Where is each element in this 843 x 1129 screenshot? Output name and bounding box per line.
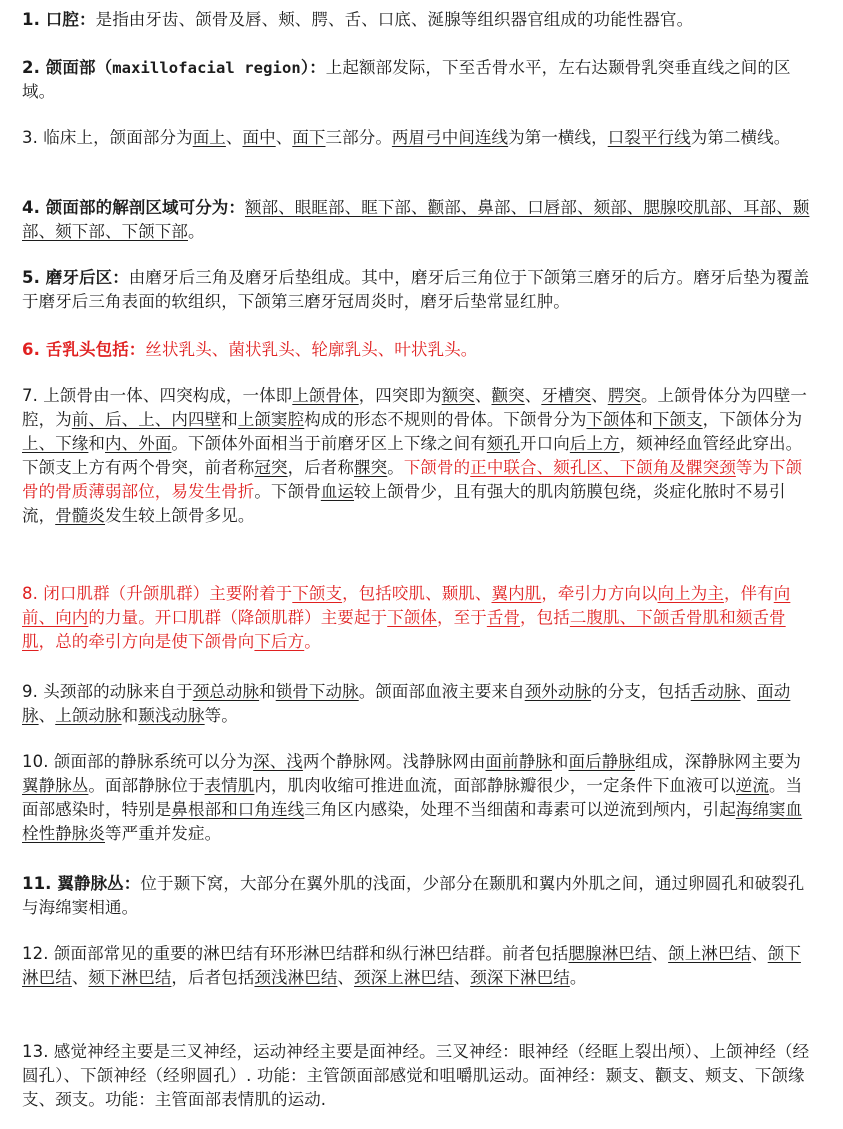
underlined-term: 颌下淋巴结 bbox=[22, 944, 801, 987]
underlined-term: 前、后、上、内四壁 bbox=[71, 410, 222, 429]
text-run: 位于颞下窝，大部分在翼外肌的浅面，少部分在颞肌和翼内外肌之间，通过卵圆孔和破裂孔与海绵窦相通。 bbox=[22, 874, 805, 917]
text-run: 为第二横线。 bbox=[690, 128, 791, 147]
text-run: 。颌面部血液主要来自 bbox=[358, 682, 525, 701]
underlined-term: 颈深上淋巴结 bbox=[354, 968, 454, 987]
underlined-term: 海绵窦血栓性静脉炎 bbox=[22, 800, 803, 843]
text-run: 、 bbox=[740, 682, 758, 701]
text-run: 是指由牙齿、颌骨及唇、颊、腭、舌、口底、涎腺等组织器官组成的功能性器官。 bbox=[95, 10, 694, 29]
underlined-term: 上颌动脉 bbox=[55, 706, 122, 725]
text-run: 8. 闭口肌群（升颌肌群）主要附着于 bbox=[22, 584, 293, 603]
paragraph-11 bbox=[22, 872, 813, 920]
paragraph-1 bbox=[22, 8, 813, 32]
paragraph-3 bbox=[22, 126, 813, 150]
text-run: 和 bbox=[221, 410, 238, 429]
underlined-term: 内、外面 bbox=[105, 434, 172, 453]
text-run: 三部分。 bbox=[325, 128, 392, 147]
text-run: ，至于 bbox=[437, 608, 487, 627]
underlined-term: 颈深下淋巴结 bbox=[470, 968, 570, 987]
paragraph-2 bbox=[22, 56, 813, 104]
text-run: 两个静脉网。浅静脉网由 bbox=[302, 752, 486, 771]
bold-heading: 2. 颌面部（ bbox=[22, 58, 113, 77]
underlined-term: 翼静脉丛 bbox=[22, 776, 89, 795]
paragraph-8 bbox=[22, 582, 813, 654]
underlined-term: 下颌支 bbox=[292, 584, 343, 603]
underlined-term: 颞浅动脉 bbox=[138, 706, 205, 725]
text-run: 。 bbox=[387, 458, 404, 477]
underlined-term: 颏孔 bbox=[486, 434, 521, 453]
paragraph-4 bbox=[22, 196, 813, 244]
text-run: 和 bbox=[551, 752, 569, 771]
text-run: ，颏神经血管经此穿出。下颌支上方有两个骨突，前者称 bbox=[22, 434, 803, 477]
underlined-term: 二腹肌、下颌舌骨肌和颏舌骨肌 bbox=[22, 608, 786, 651]
underlined-term: 颌上淋巴结 bbox=[668, 944, 752, 963]
text-run: 。 bbox=[569, 968, 587, 987]
bold-heading: maxillofacial region bbox=[112, 59, 301, 77]
bold-heading: 4. 颌面部的解剖区域可分为： bbox=[22, 198, 245, 217]
underlined-term: 颈外动脉 bbox=[524, 682, 592, 701]
underlined-term: 后上方 bbox=[569, 434, 620, 453]
text-run: 、 bbox=[591, 386, 608, 405]
bold-heading: ）： bbox=[300, 58, 326, 77]
underlined-term: 腮腺淋巴结 bbox=[568, 944, 652, 963]
underlined-term: 舌动脉 bbox=[690, 682, 741, 701]
text-run: 12. 颌面部常见的重要的淋巴结有环形淋巴结群和纵行淋巴结群。前者包括 bbox=[22, 944, 569, 963]
paragraph-6 bbox=[22, 338, 813, 362]
text-run: ，四突即为 bbox=[358, 386, 442, 405]
text-run: 。下颌骨 bbox=[254, 482, 321, 501]
text-run: 下颌骨的 bbox=[403, 458, 471, 477]
underlined-term: 额突 bbox=[441, 386, 475, 405]
underlined-term: 面后静脉 bbox=[568, 752, 635, 771]
underlined-term: 腭突 bbox=[607, 386, 641, 405]
underlined-term: 髁突 bbox=[354, 458, 388, 477]
paragraph-9 bbox=[22, 680, 813, 728]
bold-heading: 11. 翼静脉丛： bbox=[22, 874, 141, 893]
text-run: ，后者称 bbox=[287, 458, 355, 477]
paragraph-12 bbox=[22, 942, 813, 990]
text-run: 、 bbox=[474, 386, 492, 405]
text-run: 、 bbox=[71, 968, 89, 987]
underlined-term: 骨髓炎 bbox=[55, 506, 106, 525]
text-run: 、 bbox=[225, 128, 243, 147]
underlined-term: 两眉弓中间连线 bbox=[391, 128, 509, 147]
text-run: 上起额部发际，下至舌骨水平，左右达颞骨乳突垂直线之间的区域。 bbox=[22, 58, 791, 101]
underlined-term: 锁骨下动脉 bbox=[275, 682, 359, 701]
underlined-term: 下颌体 bbox=[387, 608, 438, 627]
underlined-term: 翼内肌 bbox=[491, 584, 542, 603]
underlined-term: 颈总动脉 bbox=[192, 682, 260, 701]
text-run: 9. 头颈部的动脉来自于 bbox=[22, 682, 193, 701]
underlined-term: 上、下缘 bbox=[22, 434, 89, 453]
bold-heading: 6. 舌乳头包括： bbox=[22, 340, 146, 359]
underlined-term: 正中联合、颏孔区、下颌角及髁突颈 bbox=[470, 458, 736, 477]
underlined-term: 冠突 bbox=[254, 458, 288, 477]
bold-heading: 5. 磨牙后区： bbox=[22, 268, 129, 287]
text-run: ，总的牵引方向是使下颌骨向 bbox=[38, 632, 255, 651]
underlined-term: 面中 bbox=[242, 128, 276, 147]
underlined-term: 颧突 bbox=[491, 386, 525, 405]
underlined-term: 深、浅 bbox=[253, 752, 303, 771]
text-run: ，包括咬肌、颞肌、 bbox=[342, 584, 492, 603]
text-run: 、 bbox=[275, 128, 293, 147]
paragraph-13 bbox=[22, 1040, 813, 1112]
text-run: ，伴有 bbox=[723, 584, 774, 603]
text-run: 和 bbox=[88, 434, 106, 453]
text-run: 和 bbox=[121, 706, 139, 725]
underlined-term: 向上为主 bbox=[657, 584, 724, 603]
underlined-term: 舌骨 bbox=[486, 608, 521, 627]
text-run: 开口向 bbox=[520, 434, 570, 453]
text-run: 。当面部感染时，特别是 bbox=[22, 776, 803, 819]
text-run: 、 bbox=[751, 944, 768, 963]
text-run: 的分支，包括 bbox=[591, 682, 691, 701]
paragraph-5 bbox=[22, 266, 813, 314]
text-run: 构成的形态不规则的骨体。下颌骨分为 bbox=[304, 410, 587, 429]
underlined-term: 血运 bbox=[320, 482, 355, 501]
text-run: 三角区内感染，处理不当细菌和毒素可以逆流到颅内，引起 bbox=[304, 800, 736, 819]
underlined-term: 逆流 bbox=[735, 776, 770, 795]
text-run: 。下颌体外面相当于前磨牙区上下缘之间有 bbox=[171, 434, 487, 453]
text-run: 。上颌骨体分为四壁一腔，为 bbox=[22, 386, 807, 429]
text-run: 、 bbox=[337, 968, 355, 987]
text-run: 。 bbox=[304, 632, 321, 651]
text-run: 、 bbox=[524, 386, 542, 405]
text-run: ，后者包括 bbox=[171, 968, 255, 987]
text-run: 10. 颌面部的静脉系统可以分为 bbox=[22, 752, 254, 771]
text-run: 等严重并发症。 bbox=[105, 824, 222, 843]
underlined-term: 表情肌 bbox=[204, 776, 255, 795]
text-run: 较上颌骨少，且有强大的肌肉筋膜包绕，炎症化脓时不易引流， bbox=[22, 482, 786, 525]
text-run: ，包括 bbox=[520, 608, 570, 627]
text-run: 由磨牙后三角及磨牙后垫组成。其中，磨牙后三角位于下颌第三磨牙的后方。磨牙后垫为覆盖于磨牙后三角表面的软组织，下颌第三磨牙冠周炎时，磨牙后垫常显红肿。 bbox=[22, 268, 810, 311]
text-run: 、 bbox=[453, 968, 471, 987]
bold-heading: 1. 口腔： bbox=[22, 10, 96, 29]
text-run: 为第一横线， bbox=[508, 128, 608, 147]
underlined-term: 口裂平行线 bbox=[607, 128, 691, 147]
underlined-term: 下颌体 bbox=[586, 410, 637, 429]
text-run: 。 bbox=[188, 222, 205, 241]
text-run: 的力量。开口肌群（降颌肌群）主要起于 bbox=[88, 608, 388, 627]
text-run: 丝状乳头、菌状乳头、轮廓乳头、叶状乳头。 bbox=[145, 340, 478, 359]
text-run: 和 bbox=[259, 682, 276, 701]
text-run: 组成，深静脉网主要为 bbox=[634, 752, 801, 771]
paragraph-7 bbox=[22, 384, 813, 528]
underlined-term: 下后方 bbox=[254, 632, 305, 651]
text-run: 、 bbox=[38, 706, 56, 725]
text-run: 13. 感觉神经主要是三叉神经，运动神经主要是面神经。三叉神经：眼神经（经眶上裂出颅）、上颌神经（经圆孔）、下颌神经（经卵圆孔）. 功能：主管颌面部感觉和咀嚼肌运动。面神经：颞支、颧支、颊支、下颌缘支、颈支。功能：主管面部表情肌的运动. bbox=[22, 1042, 810, 1109]
underlined-term: 上颌窦腔 bbox=[237, 410, 305, 429]
underlined-term: 面动脉 bbox=[22, 682, 791, 725]
text-run: 等。 bbox=[204, 706, 238, 725]
text-run: ，牵引力方向以 bbox=[541, 584, 658, 603]
underlined-term: 颏下淋巴结 bbox=[88, 968, 172, 987]
underlined-term: 额部、眼眶部、眶下部、颧部、鼻部、口唇部、颏部、腮腺咬肌部、耳部、颞部、颏下部、下颌下部 bbox=[22, 198, 810, 241]
text-run: 和 bbox=[636, 410, 653, 429]
text-run: 7. 上颌骨由一体、四突构成，一体即 bbox=[22, 386, 293, 405]
underlined-term: 牙槽突 bbox=[541, 386, 592, 405]
underlined-term: 颈浅淋巴结 bbox=[254, 968, 338, 987]
text-run: 内，肌肉收缩可推进血流，面部静脉瓣很少，一定条件下血液可以 bbox=[254, 776, 736, 795]
text-run: 3. 临床上，颌面部分为 bbox=[22, 128, 193, 147]
text-run: 。面部静脉位于 bbox=[88, 776, 205, 795]
underlined-term: 面下 bbox=[292, 128, 326, 147]
text-run: 、 bbox=[651, 944, 669, 963]
text-run: ，下颌体分为 bbox=[702, 410, 803, 429]
underlined-term: 面上 bbox=[192, 128, 226, 147]
text-run: 发生较上颌骨多见。 bbox=[105, 506, 255, 525]
paragraph-10 bbox=[22, 750, 813, 846]
underlined-term: 下颌支 bbox=[652, 410, 703, 429]
underlined-term: 鼻根部和口角连线 bbox=[171, 800, 305, 819]
text-run: 等为下颌骨的骨质薄弱部位，易发生骨折 bbox=[22, 458, 803, 501]
underlined-term: 面前静脉 bbox=[485, 752, 552, 771]
underlined-term: 上颌骨体 bbox=[292, 386, 359, 405]
underlined-term: 向前、向内 bbox=[22, 584, 791, 627]
